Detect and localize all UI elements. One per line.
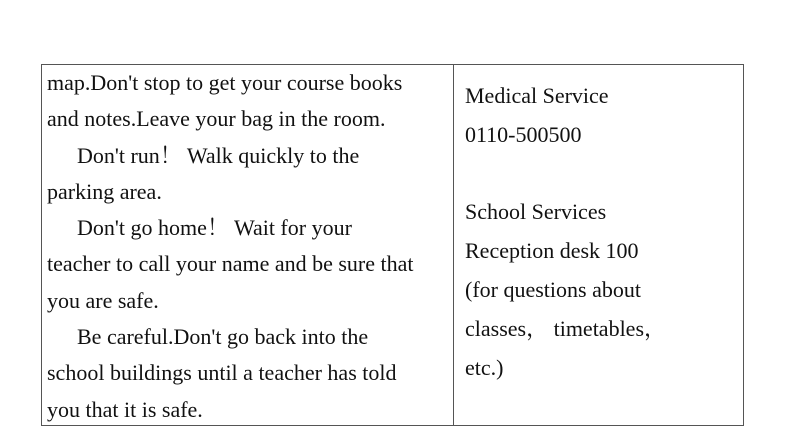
text-line: you are safe. — [47, 287, 159, 313]
school-services-note: etc.) — [465, 354, 504, 380]
medical-service-phone: 0110-500500 — [465, 121, 582, 147]
medical-service-title: Medical Service — [465, 83, 609, 108]
services-cell — [465, 77, 740, 387]
text-line: school buildings until a teacher has told — [47, 360, 397, 386]
school-services-note: (for questions about — [465, 276, 641, 302]
school-services-note: classes， timetables， — [465, 315, 667, 341]
text-line: teacher to call your name and be sure that — [47, 251, 414, 277]
text-line: you that it is safe. — [47, 396, 203, 422]
school-services-title: School Services — [465, 199, 607, 225]
instructions-cell — [47, 65, 449, 428]
text-line: parking area. — [47, 178, 162, 204]
text-line: Don't go home！ Wait for your — [77, 215, 352, 241]
column-divider — [453, 65, 454, 425]
text-line: Be careful.Don't go back into the — [77, 324, 369, 350]
blank-line — [465, 155, 740, 194]
text-line: Don't run！ Walk quickly to the — [77, 142, 360, 168]
reception-desk: Reception desk 100 — [465, 238, 639, 264]
document-table — [41, 64, 744, 426]
text-line: map.Don't stop to get your course books — [47, 70, 403, 95]
text-line: and notes.Leave your bag in the room. — [47, 106, 386, 132]
